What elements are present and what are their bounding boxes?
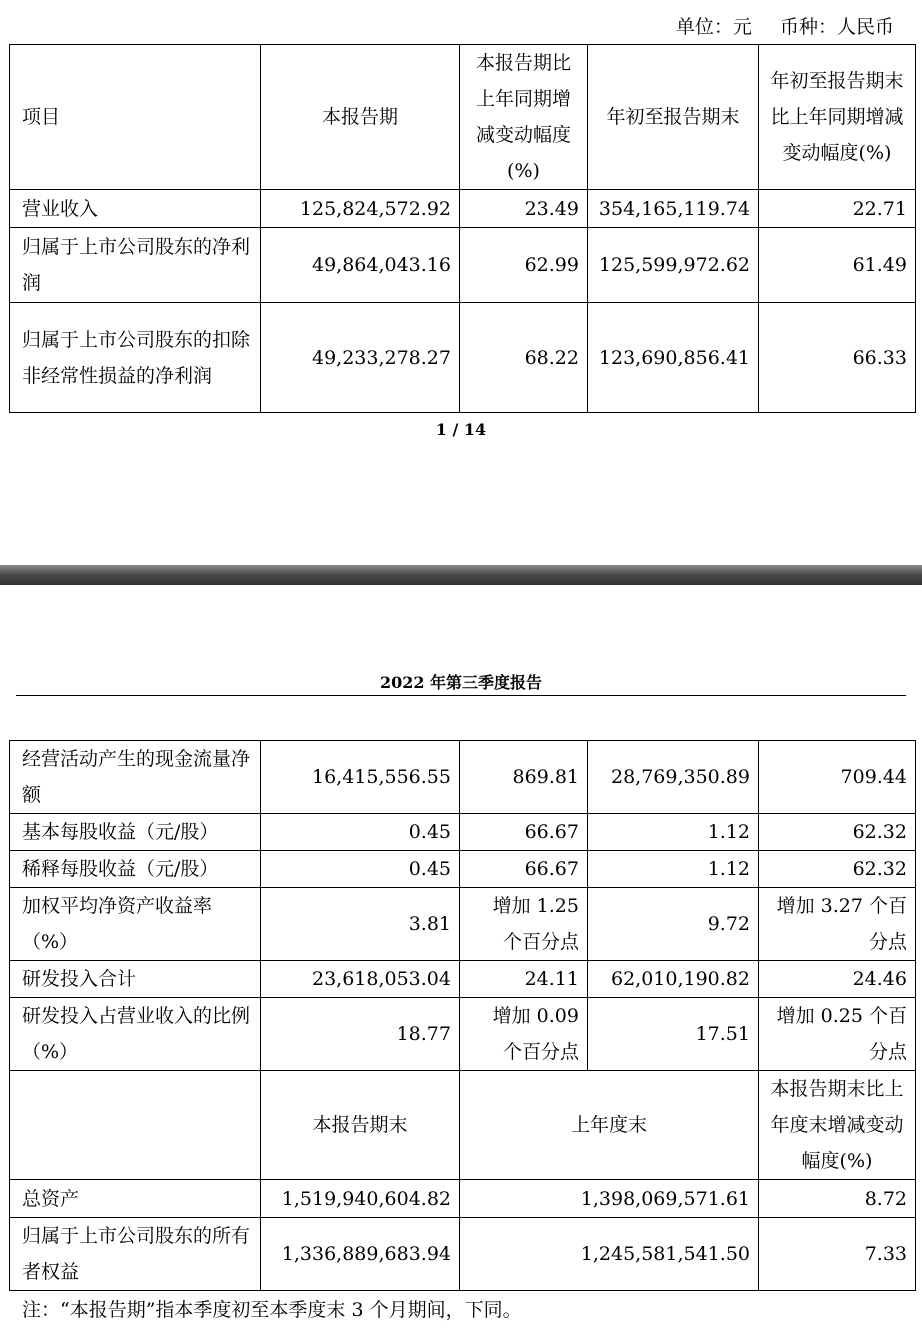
table-row — [10, 1180, 916, 1218]
cell-value: 1.12 — [588, 814, 759, 851]
cell-value: 24.46 — [759, 961, 916, 998]
cell-value: 3.81 — [261, 888, 460, 961]
table-row — [10, 998, 916, 1071]
header-ytd-change: 年初至报告期末比上年同期增减变动幅度(%) — [759, 45, 916, 190]
row-label: 归属于上市公司股东的净利润 — [10, 228, 261, 303]
cell-value: 1.12 — [588, 851, 759, 888]
row-label: 基本每股收益（元/股） — [10, 814, 261, 851]
balance-header-blank — [10, 1071, 261, 1180]
cell-value: 增加 0.25 个百分点 — [759, 998, 916, 1071]
cell-value: 24.11 — [460, 961, 588, 998]
page-number: 1 / 14 — [435, 420, 487, 439]
row-label: 总资产 — [10, 1180, 261, 1218]
cell-value: 354,165,119.74 — [588, 190, 759, 228]
table-row — [10, 888, 916, 961]
cell-value: 28,769,350.89 — [588, 741, 759, 814]
page-divider — [0, 565, 922, 585]
row-label: 研发投入占营业收入的比例（%） — [10, 998, 261, 1071]
cell-value: 869.81 — [460, 741, 588, 814]
balance-header-row — [10, 1071, 916, 1180]
cell-value: 49,864,043.16 — [261, 228, 460, 303]
balance-header-prior-year: 上年度末 — [460, 1071, 759, 1180]
cell-value: 62.99 — [460, 228, 588, 303]
cell-value: 61.49 — [759, 228, 916, 303]
report-title: 2022 年第三季度报告 — [379, 673, 543, 692]
cell-value: 68.22 — [460, 303, 588, 413]
balance-header-current: 本报告期末 — [261, 1071, 460, 1180]
header-item: 项目 — [10, 45, 261, 190]
cell-value: 123,690,856.41 — [588, 303, 759, 413]
row-label: 加权平均净资产收益率（%） — [10, 888, 261, 961]
cell-value: 8.72 — [759, 1180, 916, 1218]
row-label: 经营活动产生的现金流量净额 — [10, 741, 261, 814]
cell-value: 66.33 — [759, 303, 916, 413]
financial-table-top — [9, 44, 916, 413]
balance-header-change: 本报告期末比上年度末增减变动幅度(%) — [759, 1071, 916, 1180]
table-row — [10, 1218, 916, 1291]
row-label: 营业收入 — [10, 190, 261, 228]
unit-label: 单位：元 — [675, 16, 752, 38]
header-current-period: 本报告期 — [261, 45, 460, 190]
cell-value: 49,233,278.27 — [261, 303, 460, 413]
cell-value: 1,245,581,541.50 — [460, 1218, 759, 1291]
table-header-row — [10, 45, 916, 190]
cell-value: 62.32 — [759, 814, 916, 851]
table-row — [10, 228, 916, 303]
cell-value: 1,519,940,604.82 — [261, 1180, 460, 1218]
cell-value: 66.67 — [460, 814, 588, 851]
row-label: 研发投入合计 — [10, 961, 261, 998]
cell-value: 125,599,972.62 — [588, 228, 759, 303]
cell-value: 增加 0.09 个百分点 — [460, 998, 588, 1071]
row-label: 归属于上市公司股东的所有者权益 — [10, 1218, 261, 1291]
row-label: 稀释每股收益（元/股） — [10, 851, 261, 888]
cell-value: 66.67 — [460, 851, 588, 888]
table-row — [10, 814, 916, 851]
unit-currency-line — [654, 12, 894, 39]
cell-value: 62.32 — [759, 851, 916, 888]
cell-value: 62,010,190.82 — [588, 961, 759, 998]
cell-value: 22.71 — [759, 190, 916, 228]
cell-value: 9.72 — [588, 888, 759, 961]
header-current-change: 本报告期比上年同期增减变动幅度(%) — [460, 45, 588, 190]
cell-value: 0.45 — [261, 851, 460, 888]
cell-value: 17.51 — [588, 998, 759, 1071]
cell-value: 增加 3.27 个百分点 — [759, 888, 916, 961]
footnote: 注：“本报告期”指本季度初至本季度末 3 个月期间，下同。 — [22, 1299, 522, 1321]
header-rule — [16, 695, 906, 696]
table-row — [10, 303, 916, 413]
table-row — [10, 961, 916, 998]
header-ytd: 年初至报告期末 — [588, 45, 759, 190]
cell-value: 16,415,556.55 — [261, 741, 460, 814]
financial-table-bottom — [9, 740, 916, 1291]
cell-value: 709.44 — [759, 741, 916, 814]
cell-value: 1,336,889,683.94 — [261, 1218, 460, 1291]
table-row — [10, 851, 916, 888]
currency-label: 币种：人民币 — [779, 16, 894, 38]
cell-value: 1,398,069,571.61 — [460, 1180, 759, 1218]
cell-value: 0.45 — [261, 814, 460, 851]
cell-value: 18.77 — [261, 998, 460, 1071]
row-label: 归属于上市公司股东的扣除非经常性损益的净利润 — [10, 303, 261, 413]
table-row — [10, 190, 916, 228]
cell-value: 23,618,053.04 — [261, 961, 460, 998]
cell-value: 增加 1.25 个百分点 — [460, 888, 588, 961]
cell-value: 7.33 — [759, 1218, 916, 1291]
cell-value: 23.49 — [460, 190, 588, 228]
cell-value: 125,824,572.92 — [261, 190, 460, 228]
table-row — [10, 741, 916, 814]
